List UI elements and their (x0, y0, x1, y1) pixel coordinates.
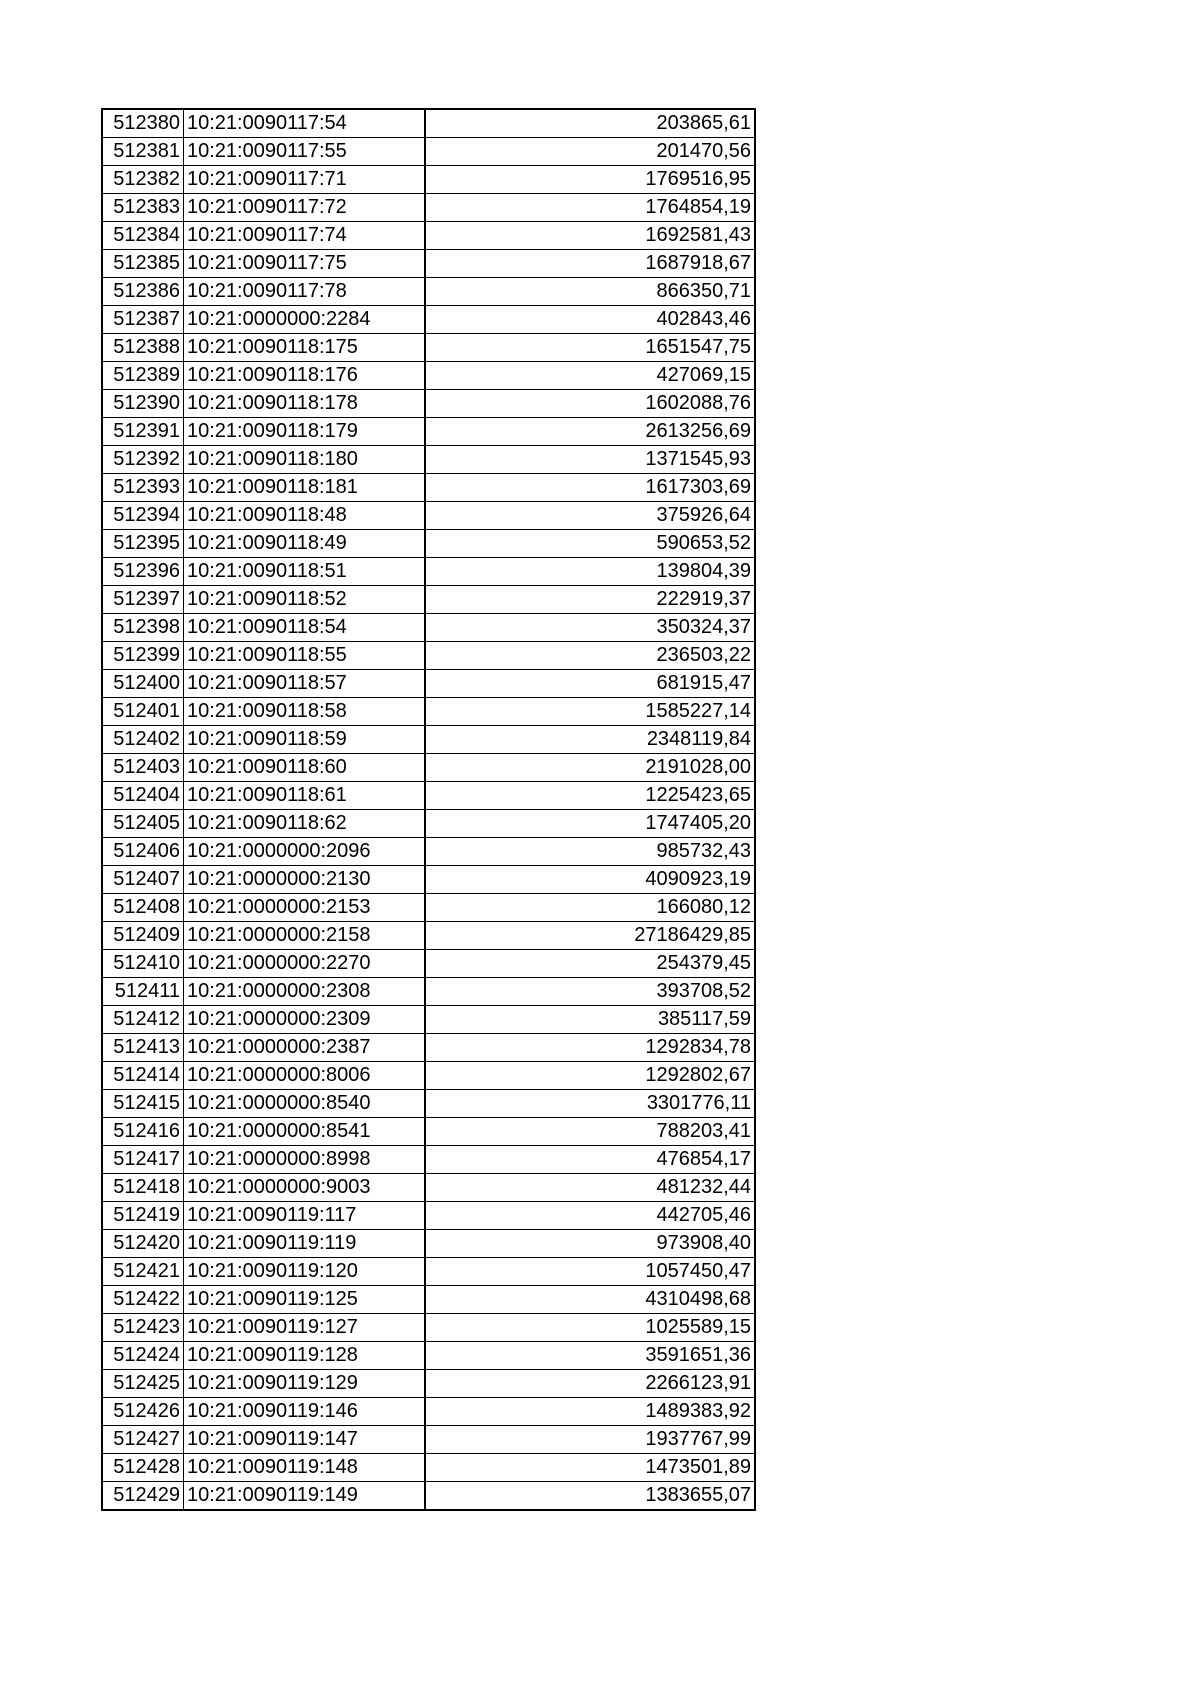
table-row (103, 530, 755, 558)
cadastral-number-cell: 10:21:0090118:51 (184, 558, 425, 586)
table-row (103, 1034, 755, 1062)
table-row (103, 950, 755, 978)
value-cell: 1371545,93 (425, 446, 755, 474)
value-cell: 1687918,67 (425, 250, 755, 278)
value-cell: 254379,45 (425, 950, 755, 978)
table-row (103, 390, 755, 418)
value-cell: 1585227,14 (425, 698, 755, 726)
row-id-cell: 512385 (103, 250, 184, 278)
table-row (103, 1230, 755, 1258)
table-row (103, 1006, 755, 1034)
cadastral-table (102, 109, 755, 1510)
table-row (103, 110, 755, 138)
value-cell: 385117,59 (425, 1006, 755, 1034)
cadastral-number-cell: 10:21:0090119:125 (184, 1286, 425, 1314)
value-cell: 3301776,11 (425, 1090, 755, 1118)
table-row (103, 278, 755, 306)
table-row (103, 558, 755, 586)
row-id-cell: 512423 (103, 1314, 184, 1342)
table-row (103, 1202, 755, 1230)
cadastral-number-cell: 10:21:0090119:147 (184, 1426, 425, 1454)
table-row (103, 1062, 755, 1090)
row-id-cell: 512419 (103, 1202, 184, 1230)
row-id-cell: 512416 (103, 1118, 184, 1146)
cadastral-number-cell: 10:21:0090119:129 (184, 1370, 425, 1398)
row-id-cell: 512405 (103, 810, 184, 838)
cadastral-number-cell: 10:21:0090117:71 (184, 166, 425, 194)
value-cell: 788203,41 (425, 1118, 755, 1146)
row-id-cell: 512413 (103, 1034, 184, 1062)
value-cell: 1473501,89 (425, 1454, 755, 1482)
cadastral-table-container (102, 109, 755, 1510)
row-id-cell: 512421 (103, 1258, 184, 1286)
row-id-cell: 512382 (103, 166, 184, 194)
value-cell: 203865,61 (425, 110, 755, 138)
cadastral-number-cell: 10:21:0090119:149 (184, 1482, 425, 1510)
cadastral-number-cell: 10:21:0090118:58 (184, 698, 425, 726)
value-cell: 2266123,91 (425, 1370, 755, 1398)
cadastral-number-cell: 10:21:0090118:60 (184, 754, 425, 782)
value-cell: 375926,64 (425, 502, 755, 530)
row-id-cell: 512389 (103, 362, 184, 390)
value-cell: 476854,17 (425, 1146, 755, 1174)
row-id-cell: 512387 (103, 306, 184, 334)
table-row (103, 642, 755, 670)
table-row (103, 166, 755, 194)
value-cell: 866350,71 (425, 278, 755, 306)
table-row (103, 670, 755, 698)
value-cell: 427069,15 (425, 362, 755, 390)
table-row (103, 446, 755, 474)
cadastral-number-cell: 10:21:0000000:2309 (184, 1006, 425, 1034)
row-id-cell: 512388 (103, 334, 184, 362)
value-cell: 590653,52 (425, 530, 755, 558)
table-row (103, 138, 755, 166)
table-row (103, 474, 755, 502)
cadastral-number-cell: 10:21:0000000:2284 (184, 306, 425, 334)
table-row (103, 250, 755, 278)
value-cell: 236503,22 (425, 642, 755, 670)
row-id-cell: 512396 (103, 558, 184, 586)
row-id-cell: 512381 (103, 138, 184, 166)
value-cell: 985732,43 (425, 838, 755, 866)
cadastral-number-cell: 10:21:0000000:2158 (184, 922, 425, 950)
table-row (103, 922, 755, 950)
row-id-cell: 512425 (103, 1370, 184, 1398)
cadastral-number-cell: 10:21:0000000:8541 (184, 1118, 425, 1146)
table-row (103, 1090, 755, 1118)
cadastral-number-cell: 10:21:0090119:127 (184, 1314, 425, 1342)
cadastral-number-cell: 10:21:0000000:2387 (184, 1034, 425, 1062)
value-cell: 2613256,69 (425, 418, 755, 446)
value-cell: 481232,44 (425, 1174, 755, 1202)
row-id-cell: 512429 (103, 1482, 184, 1510)
table-row (103, 222, 755, 250)
table-row (103, 1426, 755, 1454)
value-cell: 4310498,68 (425, 1286, 755, 1314)
row-id-cell: 512398 (103, 614, 184, 642)
row-id-cell: 512407 (103, 866, 184, 894)
cadastral-number-cell: 10:21:0090117:54 (184, 110, 425, 138)
table-row (103, 362, 755, 390)
value-cell: 442705,46 (425, 1202, 755, 1230)
cadastral-number-cell: 10:21:0090118:62 (184, 810, 425, 838)
cadastral-number-cell: 10:21:0000000:8006 (184, 1062, 425, 1090)
cadastral-number-cell: 10:21:0000000:2153 (184, 894, 425, 922)
value-cell: 1225423,65 (425, 782, 755, 810)
table-row (103, 978, 755, 1006)
value-cell: 1747405,20 (425, 810, 755, 838)
row-id-cell: 512400 (103, 670, 184, 698)
table-row (103, 1398, 755, 1426)
value-cell: 681915,47 (425, 670, 755, 698)
row-id-cell: 512406 (103, 838, 184, 866)
cadastral-number-cell: 10:21:0090117:75 (184, 250, 425, 278)
row-id-cell: 512384 (103, 222, 184, 250)
row-id-cell: 512397 (103, 586, 184, 614)
row-id-cell: 512380 (103, 110, 184, 138)
cadastral-number-cell: 10:21:0090118:179 (184, 418, 425, 446)
cadastral-number-cell: 10:21:0090119:146 (184, 1398, 425, 1426)
cadastral-number-cell: 10:21:0090119:120 (184, 1258, 425, 1286)
row-id-cell: 512391 (103, 418, 184, 446)
value-cell: 201470,56 (425, 138, 755, 166)
row-id-cell: 512412 (103, 1006, 184, 1034)
value-cell: 973908,40 (425, 1230, 755, 1258)
table-row (103, 698, 755, 726)
row-id-cell: 512403 (103, 754, 184, 782)
table-row (103, 1482, 755, 1510)
row-id-cell: 512383 (103, 194, 184, 222)
row-id-cell: 512427 (103, 1426, 184, 1454)
cadastral-number-cell: 10:21:0090118:54 (184, 614, 425, 642)
cadastral-number-cell: 10:21:0090119:128 (184, 1342, 425, 1370)
row-id-cell: 512424 (103, 1342, 184, 1370)
table-row (103, 838, 755, 866)
cadastral-number-cell: 10:21:0090119:119 (184, 1230, 425, 1258)
table-row (103, 334, 755, 362)
value-cell: 1764854,19 (425, 194, 755, 222)
value-cell: 1692581,43 (425, 222, 755, 250)
table-row (103, 782, 755, 810)
value-cell: 2191028,00 (425, 754, 755, 782)
table-row (103, 1314, 755, 1342)
cadastral-number-cell: 10:21:0090117:78 (184, 278, 425, 306)
value-cell: 1651547,75 (425, 334, 755, 362)
row-id-cell: 512393 (103, 474, 184, 502)
row-id-cell: 512399 (103, 642, 184, 670)
row-id-cell: 512417 (103, 1146, 184, 1174)
value-cell: 1057450,47 (425, 1258, 755, 1286)
cadastral-number-cell: 10:21:0090118:59 (184, 726, 425, 754)
value-cell: 27186429,85 (425, 922, 755, 950)
cadastral-number-cell: 10:21:0090119:148 (184, 1454, 425, 1482)
row-id-cell: 512422 (103, 1286, 184, 1314)
value-cell: 3591651,36 (425, 1342, 755, 1370)
table-row (103, 194, 755, 222)
table-row (103, 1258, 755, 1286)
table-row (103, 810, 755, 838)
value-cell: 4090923,19 (425, 866, 755, 894)
cadastral-number-cell: 10:21:0090117:72 (184, 194, 425, 222)
cadastral-number-cell: 10:21:0090118:180 (184, 446, 425, 474)
value-cell: 1489383,92 (425, 1398, 755, 1426)
row-id-cell: 512411 (103, 978, 184, 1006)
row-id-cell: 512426 (103, 1398, 184, 1426)
cadastral-number-cell: 10:21:0090118:178 (184, 390, 425, 418)
table-row (103, 1118, 755, 1146)
row-id-cell: 512418 (103, 1174, 184, 1202)
cadastral-number-cell: 10:21:0000000:2096 (184, 838, 425, 866)
cadastral-number-cell: 10:21:0000000:9003 (184, 1174, 425, 1202)
value-cell: 1025589,15 (425, 1314, 755, 1342)
table-row (103, 1342, 755, 1370)
value-cell: 350324,37 (425, 614, 755, 642)
cadastral-number-cell: 10:21:0090118:176 (184, 362, 425, 390)
value-cell: 139804,39 (425, 558, 755, 586)
value-cell: 166080,12 (425, 894, 755, 922)
row-id-cell: 512404 (103, 782, 184, 810)
value-cell: 1292834,78 (425, 1034, 755, 1062)
value-cell: 393708,52 (425, 978, 755, 1006)
value-cell: 1769516,95 (425, 166, 755, 194)
row-id-cell: 512402 (103, 726, 184, 754)
row-id-cell: 512420 (103, 1230, 184, 1258)
row-id-cell: 512415 (103, 1090, 184, 1118)
value-cell: 1383655,07 (425, 1482, 755, 1510)
cadastral-number-cell: 10:21:0000000:2270 (184, 950, 425, 978)
table-body (103, 110, 755, 1510)
cadastral-number-cell: 10:21:0090118:55 (184, 642, 425, 670)
value-cell: 402843,46 (425, 306, 755, 334)
row-id-cell: 512390 (103, 390, 184, 418)
table-row (103, 726, 755, 754)
cadastral-number-cell: 10:21:0090118:57 (184, 670, 425, 698)
cadastral-number-cell: 10:21:0090119:117 (184, 1202, 425, 1230)
value-cell: 1602088,76 (425, 390, 755, 418)
table-row (103, 866, 755, 894)
table-row (103, 1174, 755, 1202)
cadastral-number-cell: 10:21:0090118:175 (184, 334, 425, 362)
row-id-cell: 512408 (103, 894, 184, 922)
cadastral-number-cell: 10:21:0090118:49 (184, 530, 425, 558)
row-id-cell: 512395 (103, 530, 184, 558)
cadastral-number-cell: 10:21:0000000:8540 (184, 1090, 425, 1118)
value-cell: 1617303,69 (425, 474, 755, 502)
table-row (103, 1286, 755, 1314)
row-id-cell: 512428 (103, 1454, 184, 1482)
cadastral-number-cell: 10:21:0090118:52 (184, 586, 425, 614)
table-row (103, 418, 755, 446)
table-row (103, 502, 755, 530)
table-row (103, 614, 755, 642)
table-row (103, 754, 755, 782)
table-row (103, 1146, 755, 1174)
value-cell: 1937767,99 (425, 1426, 755, 1454)
row-id-cell: 512409 (103, 922, 184, 950)
table-row (103, 1454, 755, 1482)
cadastral-number-cell: 10:21:0090118:48 (184, 502, 425, 530)
table-row (103, 586, 755, 614)
table-row (103, 894, 755, 922)
table-row (103, 306, 755, 334)
row-id-cell: 512401 (103, 698, 184, 726)
row-id-cell: 512410 (103, 950, 184, 978)
row-id-cell: 512392 (103, 446, 184, 474)
row-id-cell: 512414 (103, 1062, 184, 1090)
cadastral-number-cell: 10:21:0000000:8998 (184, 1146, 425, 1174)
cadastral-number-cell: 10:21:0090118:181 (184, 474, 425, 502)
value-cell: 1292802,67 (425, 1062, 755, 1090)
value-cell: 222919,37 (425, 586, 755, 614)
table-row (103, 1370, 755, 1398)
cadastral-number-cell: 10:21:0000000:2308 (184, 978, 425, 1006)
cadastral-number-cell: 10:21:0090117:55 (184, 138, 425, 166)
value-cell: 2348119,84 (425, 726, 755, 754)
row-id-cell: 512386 (103, 278, 184, 306)
cadastral-number-cell: 10:21:0000000:2130 (184, 866, 425, 894)
row-id-cell: 512394 (103, 502, 184, 530)
cadastral-number-cell: 10:21:0090118:61 (184, 782, 425, 810)
cadastral-number-cell: 10:21:0090117:74 (184, 222, 425, 250)
